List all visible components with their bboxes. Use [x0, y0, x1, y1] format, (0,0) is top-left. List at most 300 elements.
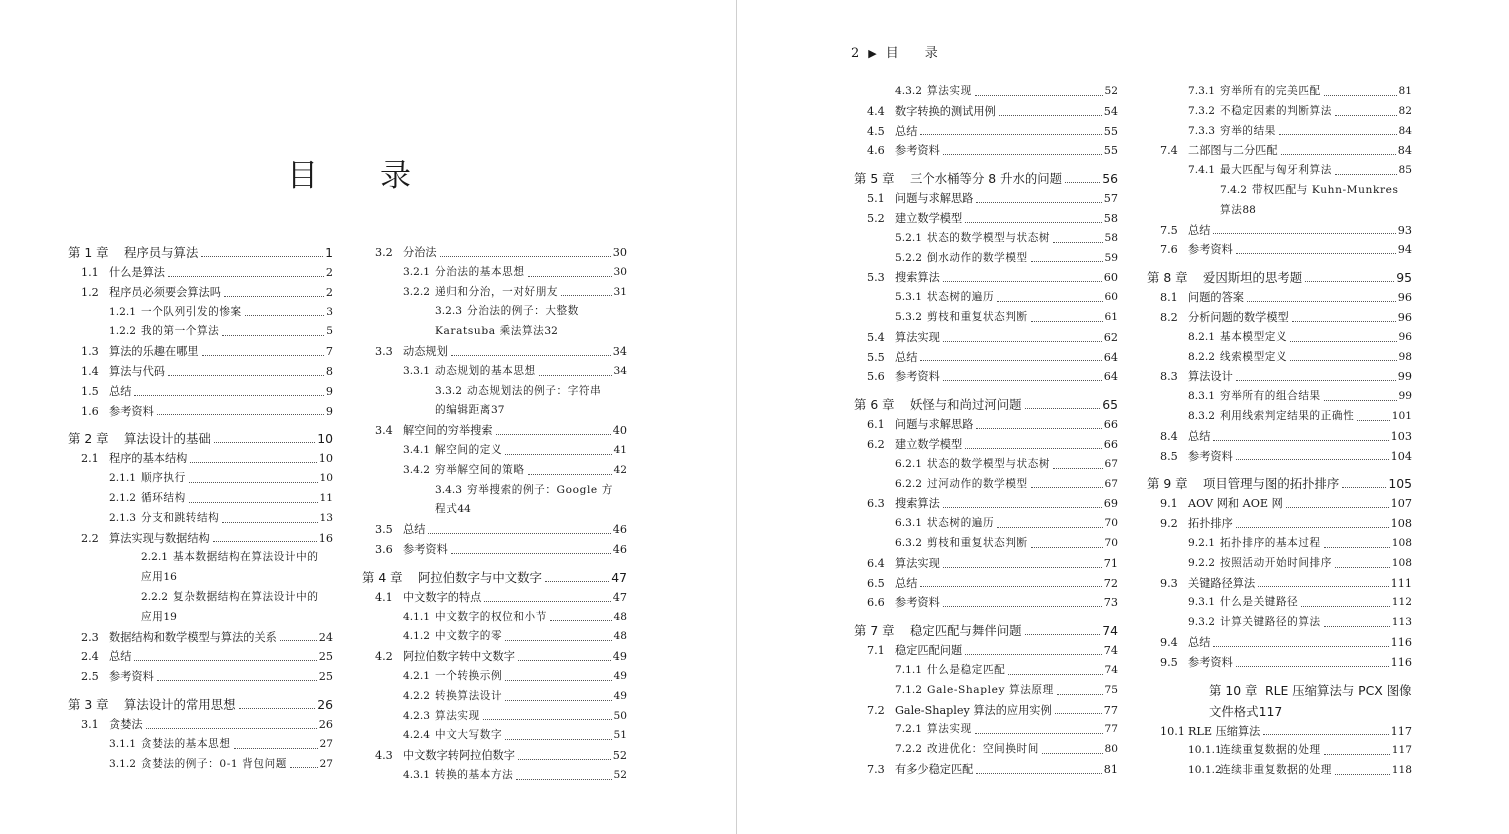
toc-entry-chapter: [68, 428, 333, 449]
toc-entry-section: [362, 481, 627, 501]
dot-leader: [484, 600, 610, 602]
dot-leader: [440, 255, 611, 257]
dot-leader: [943, 506, 1102, 508]
entry-number: 2.2.2: [141, 590, 168, 603]
dot-leader: [1053, 467, 1102, 469]
entry-title: 算法实现: [927, 85, 972, 97]
toc-entry-section: [68, 647, 333, 667]
entry-title: 分治法的例子：大整数: [467, 305, 579, 318]
toc-entry-section: [68, 263, 333, 283]
entry-page-number: 82: [1398, 104, 1412, 117]
dot-leader: [222, 334, 324, 336]
toc-entry-section: [854, 514, 1118, 534]
entry-title: 算法实现: [895, 556, 940, 570]
dot-leader: [943, 566, 1102, 568]
entry-title: Karatsuba 乘法算法: [435, 325, 545, 338]
toc-entry-chapter: [854, 168, 1118, 189]
entry-page-number: 95: [1396, 270, 1412, 286]
entry-page-number: 108: [1390, 517, 1412, 531]
entry-number: 10.1: [1160, 724, 1185, 738]
entry-number: 3.4.1: [403, 443, 430, 456]
dot-leader: [214, 441, 315, 443]
entry-page-number: 117: [1390, 724, 1412, 738]
entry-page-number: 58: [1104, 231, 1118, 244]
entry-title: 最大匹配与匈牙利算法: [1220, 164, 1332, 177]
entry-title: 穷举所有的组合结果: [1220, 390, 1321, 403]
entry-title: 动态规划的基本思想: [435, 364, 536, 377]
entry-number: 3.1.1: [109, 737, 136, 750]
entry-title: 的编辑距离: [435, 404, 491, 417]
toc-entry-section: [854, 681, 1118, 701]
entry-title: 阿拉伯数字与中文数字: [418, 569, 542, 585]
toc-entry-section: [854, 367, 1118, 387]
entry-title: 总结: [1188, 635, 1211, 649]
toc-entry-section: [854, 574, 1118, 594]
dot-leader: [976, 201, 1101, 203]
dot-leader: [1031, 546, 1103, 548]
entry-number: 第 4 章: [362, 569, 403, 585]
toc-entry-section: [854, 102, 1118, 122]
entry-title: 项目管理与图的拓扑排序: [1203, 476, 1340, 492]
running-header-title: 目录: [885, 46, 964, 61]
entry-page-number: 52: [1104, 85, 1118, 97]
entry-page-number: 66: [1103, 437, 1118, 451]
entry-number: 3.4: [375, 424, 393, 438]
toc-entry-section: [1147, 201, 1412, 221]
entry-page-number: 70: [1104, 517, 1118, 530]
entry-title: 贪婪法的基本思想: [141, 737, 231, 750]
entry-number: 9.4: [1160, 635, 1178, 649]
dot-leader: [920, 585, 1101, 587]
entry-page-number: 56: [1102, 171, 1118, 187]
entry-title: 穷举所有的完美匹配: [1220, 85, 1321, 97]
toc-entry-chapter: [1147, 680, 1412, 701]
toc-entry-section: [362, 461, 627, 481]
entry-page-number: 101: [1391, 409, 1412, 422]
entry-title: 二部图与二分匹配: [1188, 144, 1278, 158]
toc-entry-section: [68, 402, 333, 422]
entry-title: 算法设计的常用思想: [124, 696, 236, 712]
entry-page-number: 60: [1104, 291, 1118, 304]
entry-page-number: 7: [325, 345, 333, 359]
entry-number: 6.3.2: [895, 536, 922, 549]
dot-leader: [239, 707, 316, 709]
entry-number: 3.5: [375, 523, 393, 537]
toc-entry-section: [362, 667, 627, 687]
dot-leader: [1279, 133, 1397, 135]
dot-leader: [997, 300, 1102, 302]
dot-leader: [1324, 399, 1397, 401]
entry-page-number: 67: [1104, 457, 1118, 470]
entry-title: 状态树的遍历: [927, 291, 995, 304]
entry-title: 穷举解空间的策略: [435, 463, 525, 476]
dot-leader: [1031, 486, 1103, 488]
dot-leader: [965, 221, 1102, 223]
entry-title: 程序员必须要会算法吗: [109, 285, 221, 299]
entry-page-number: 94: [1397, 243, 1412, 257]
entry-page-number: 98: [1398, 350, 1412, 363]
toc-entry-section: [1147, 741, 1412, 761]
entry-page-number: 10: [319, 472, 333, 485]
toc-entry-section: [68, 715, 333, 735]
dot-leader: [168, 374, 324, 376]
entry-page-number: 60: [1103, 271, 1118, 285]
toc-entry-section: [362, 707, 627, 727]
toc-entry-chapter: [1147, 473, 1412, 494]
entry-number: 7.1: [867, 644, 885, 658]
entry-title: 转换算法设计: [435, 689, 503, 702]
entry-number: 第 2 章: [68, 431, 109, 447]
toc-entry-section: [362, 441, 627, 461]
entry-page-number: 13: [319, 511, 333, 524]
entry-number: 1.5: [81, 384, 99, 398]
entry-page-number: 32: [544, 325, 558, 338]
dot-leader: [516, 778, 611, 780]
entry-page-number: 108: [1391, 556, 1412, 569]
entry-title: 问题的答案: [1188, 291, 1244, 305]
dot-leader: [496, 433, 611, 435]
dot-leader: [1263, 733, 1388, 735]
entry-page-number: 47: [612, 590, 627, 604]
entry-page-number: 41: [613, 443, 627, 456]
entry-number: 3.2.1: [403, 265, 430, 278]
entry-number: 6.2: [867, 437, 885, 451]
dot-leader: [1236, 458, 1389, 460]
entry-number: 7.3.2: [1188, 104, 1215, 117]
dot-leader: [1213, 645, 1388, 647]
entry-page-number: 105: [1388, 476, 1412, 492]
toc-entry-section: [1147, 348, 1412, 368]
entry-number: 2.1.2: [109, 491, 136, 504]
dot-leader: [189, 481, 318, 483]
entry-number: 7.3: [867, 762, 885, 776]
dot-leader: [1031, 320, 1103, 322]
entry-title: 参考资料: [1188, 449, 1233, 463]
entry-title: 参考资料: [109, 404, 154, 418]
toc-entry-section: [68, 382, 333, 402]
dot-leader: [190, 461, 316, 463]
entry-number: 10.1.2: [1188, 764, 1222, 777]
toc-entry-section: [362, 362, 627, 382]
toc-entry-section: [1147, 653, 1412, 673]
toc-entry-section: [68, 628, 333, 648]
entry-page-number: 80: [1104, 743, 1118, 756]
entry-title: 算法设计的基础: [124, 431, 211, 447]
toc-entry-section: [1147, 367, 1412, 387]
dot-leader: [943, 379, 1102, 381]
entry-title: 参考资料: [403, 542, 448, 556]
dot-leader: [545, 580, 609, 582]
entry-title: 参考资料: [109, 670, 154, 684]
entry-page-number: 3: [326, 305, 333, 318]
entry-page-number: 52: [613, 768, 627, 781]
dot-leader: [1008, 673, 1102, 675]
entry-page-number: 9: [325, 404, 333, 418]
dot-leader: [1335, 173, 1397, 175]
dot-leader: [561, 294, 611, 296]
entry-number: 2.5: [81, 670, 99, 684]
entry-number: 1.2.2: [109, 325, 136, 338]
entry-page-number: 44: [457, 503, 471, 516]
entry-title: 总结: [109, 384, 132, 398]
entry-page-number: 117: [1391, 744, 1412, 757]
entry-number: 第 5 章: [854, 171, 895, 187]
entry-title: 算法实现与数据结构: [109, 531, 210, 545]
entry-number: 6.3.1: [895, 517, 922, 530]
entry-title: 什么是关键路径: [1220, 596, 1299, 609]
entry-title: 稳定匹配问题: [895, 644, 963, 658]
dot-leader: [1057, 693, 1103, 695]
entry-title: 程式: [435, 503, 458, 516]
entry-page-number: 46: [612, 523, 627, 537]
entry-number: 4.1: [375, 590, 393, 604]
toc-entry-section: [1147, 221, 1412, 241]
dot-leader: [550, 619, 612, 621]
page-number: 2: [851, 46, 860, 61]
entry-number: 7.4.1: [1188, 164, 1215, 177]
entry-page-number: 2: [325, 285, 333, 299]
entry-title: 状态的数学模型与状态树: [927, 457, 1051, 470]
entry-number: 6.6: [867, 596, 885, 610]
entry-title: 剪枝和重复状态判断: [927, 536, 1028, 549]
toc-entry-section: [362, 627, 627, 647]
toc-entry-section: [1147, 427, 1412, 447]
entry-number: 第 6 章: [854, 397, 895, 413]
dot-leader: [146, 727, 317, 729]
toc-entry-section: [1147, 308, 1412, 328]
toc-entry-section: [1147, 122, 1412, 142]
entry-title: 总结: [895, 124, 918, 138]
entry-number: 1.2: [81, 285, 99, 299]
entry-title: 应用: [141, 571, 164, 584]
entry-page-number: 30: [612, 246, 627, 259]
entry-number: 7.4.2: [1220, 183, 1247, 196]
entry-title: 拓扑排序的基本过程: [1220, 536, 1321, 549]
entry-page-number: 49: [613, 689, 627, 702]
dot-leader: [451, 552, 611, 554]
entry-title: 爱因斯坦的思考题: [1203, 270, 1303, 286]
toc-entry-section: [362, 687, 627, 707]
dot-leader: [1292, 320, 1396, 322]
entry-page-number: 116: [1390, 655, 1412, 669]
entry-page-number: 117: [1258, 703, 1283, 719]
dot-leader: [518, 758, 611, 760]
entry-title: 总结: [895, 350, 918, 364]
entry-page-number: 52: [612, 749, 627, 763]
entry-title: 算法的乐趣在哪里: [109, 345, 199, 359]
entry-title: 我的第一个算法: [141, 325, 220, 338]
entry-page-number: 103: [1390, 429, 1412, 443]
toc-title: 目录: [287, 158, 473, 194]
entry-page-number: 16: [318, 531, 333, 545]
entry-title: 总结: [403, 523, 426, 537]
entry-title: 参考资料: [895, 596, 940, 610]
dot-leader: [1290, 340, 1396, 342]
dot-leader: [943, 153, 1102, 155]
entry-number: 5.3.2: [895, 310, 922, 323]
entry-number: 7.3.3: [1188, 124, 1215, 137]
entry-title: 贪婪法的例子：0-1 背包问题: [141, 757, 287, 770]
toc-entry-section: [854, 661, 1118, 681]
entry-number: 2.2: [81, 531, 99, 545]
toc-entry-section: [854, 288, 1118, 308]
toc-entry-section: [68, 548, 333, 568]
entry-title: 穷举的结果: [1220, 124, 1276, 137]
toc-entry-section: [854, 308, 1118, 328]
dot-leader: [189, 501, 318, 503]
dot-leader: [157, 679, 317, 681]
dot-leader: [168, 275, 324, 277]
entry-number: 3.2.3: [435, 305, 462, 318]
entry-number: 第 7 章: [854, 623, 895, 639]
entry-number: 9.3: [1160, 576, 1178, 590]
entry-number: 4.5: [867, 124, 885, 138]
dot-leader: [920, 133, 1101, 135]
entry-number: 1.4: [81, 364, 99, 378]
entry-number: 4.3.1: [403, 768, 430, 781]
entry-title: 中文数字转阿拉伯数字: [403, 749, 515, 763]
entry-page-number: 26: [318, 717, 333, 731]
entry-title: 带权匹配与 Kuhn-Munkres: [1252, 183, 1399, 196]
entry-number: 7.2.1: [895, 723, 922, 736]
toc-entry-section: [68, 608, 333, 628]
toc-entry-section: [854, 455, 1118, 475]
dot-leader: [1305, 280, 1394, 282]
toc-entry-section: [1147, 181, 1412, 201]
entry-title: 建立数学模型: [895, 437, 963, 451]
toc-entry-chapter: [854, 394, 1118, 415]
entry-number: 4.1.2: [403, 630, 430, 643]
entry-page-number: 104: [1390, 449, 1412, 463]
entry-number: 6.2.1: [895, 457, 922, 470]
toc-entry-section: [1147, 161, 1412, 181]
dot-leader: [518, 659, 611, 661]
entry-title: 一个队列引发的惨案: [141, 305, 242, 318]
entry-page-number: 74: [1104, 663, 1118, 676]
dot-leader: [1290, 359, 1396, 361]
entry-title: 倒水动作的数学模型: [927, 251, 1028, 264]
entry-number: 7.1.1: [895, 663, 922, 676]
entry-number: 8.4: [1160, 429, 1178, 443]
toc-entry-section: [854, 740, 1118, 760]
dot-leader: [943, 605, 1102, 607]
dot-leader: [1031, 260, 1103, 262]
entry-page-number: 1: [325, 245, 333, 260]
entry-number: 3.1.2: [109, 757, 136, 770]
entry-title: RLE 压缩算法: [1188, 724, 1261, 738]
toc-entry-chapter: [1147, 267, 1412, 288]
entry-page-number: 96: [1398, 330, 1412, 343]
entry-title: 分治法的基本思想: [435, 265, 525, 278]
toc-entry-section: [1147, 494, 1412, 514]
entry-page-number: 55: [1103, 144, 1118, 158]
entry-title: 转换的基本方法: [435, 768, 514, 781]
entry-title: 状态的数学模型与状态树: [927, 231, 1051, 244]
entry-page-number: 49: [613, 669, 627, 682]
dot-leader: [134, 394, 323, 396]
entry-title: 状态树的遍历: [927, 517, 995, 530]
toc-entry-section: [362, 342, 627, 362]
toc-entry-section: [1147, 722, 1412, 742]
entry-page-number: 64: [1103, 370, 1118, 384]
entry-page-number: 50: [613, 709, 627, 722]
toc-entry-section: [68, 283, 333, 303]
entry-page-number: 40: [612, 424, 627, 438]
entry-number: 3.3.2: [435, 384, 462, 397]
entry-title: 问题与求解思路: [895, 418, 974, 432]
entry-number: 1.6: [81, 404, 99, 418]
entry-number: 第 1 章: [68, 245, 109, 260]
entry-page-number: 99: [1398, 390, 1412, 403]
entry-number: 4.2: [375, 650, 393, 664]
entry-page-number: 85: [1398, 164, 1412, 177]
entry-number: 6.1: [867, 418, 885, 432]
entry-number: 5.3.1: [895, 291, 922, 304]
toc-entry-section: [68, 588, 333, 608]
toc-entry-section: [854, 593, 1118, 613]
entry-title: 总结: [1188, 223, 1211, 237]
toc-entry-section: [1147, 447, 1412, 467]
entry-title: 文件格式: [1209, 703, 1259, 719]
entry-title: 分析问题的数学模型: [1188, 310, 1289, 324]
toc-entry-section: [362, 401, 627, 421]
entry-number: 4.4: [867, 104, 885, 118]
toc-column-right-2: [1147, 82, 1412, 781]
entry-page-number: 55: [1103, 124, 1118, 138]
entry-title: 连续重复数据的处理: [1220, 744, 1321, 757]
toc-entry-chapter: [1147, 701, 1412, 722]
dot-leader: [1335, 566, 1390, 568]
entry-number: 9.2.1: [1188, 536, 1215, 549]
entry-page-number: 34: [613, 364, 627, 377]
entry-number: 5.6: [867, 370, 885, 384]
entry-title: 妖怪与和尚过河问题: [910, 397, 1022, 413]
entry-page-number: 70: [1104, 536, 1118, 549]
entry-number: 6.3: [867, 497, 885, 511]
entry-page-number: 30: [613, 265, 627, 278]
dot-leader: [290, 766, 318, 768]
entry-number: 8.3.1: [1188, 390, 1215, 403]
entry-title: 中文数字的特点: [403, 590, 482, 604]
entry-number: 第 8 章: [1147, 270, 1188, 286]
entry-title: 搜索算法: [895, 497, 940, 511]
entry-page-number: 84: [1397, 144, 1412, 158]
dot-leader: [1236, 252, 1396, 254]
toc-entry-section: [1147, 613, 1412, 633]
dot-leader: [1342, 486, 1386, 488]
entry-number: 1.2.1: [109, 305, 136, 318]
toc-entry-section: [1147, 328, 1412, 348]
entry-page-number: 10: [318, 452, 333, 466]
toc-entry-section: [68, 509, 333, 529]
toc-entry-section: [854, 701, 1118, 721]
toc-entry-section: [68, 667, 333, 687]
toc-entry-section: [68, 322, 333, 342]
dot-leader: [1324, 94, 1397, 96]
toc-entry-section: [1147, 288, 1412, 308]
entry-number: 9.2: [1160, 517, 1178, 531]
entry-page-number: 99: [1397, 370, 1412, 384]
entry-title: 算法设计: [1188, 370, 1233, 384]
dot-leader: [999, 114, 1102, 116]
entry-page-number: 46: [612, 542, 627, 556]
entry-title: 解空间的定义: [435, 443, 503, 456]
dot-leader: [1286, 506, 1389, 508]
entry-page-number: 107: [1390, 497, 1412, 511]
toc-entry-section: [1147, 82, 1412, 102]
entry-number: 8.3: [1160, 370, 1178, 384]
entry-title: 基本数据结构在算法设计中的: [173, 551, 319, 564]
